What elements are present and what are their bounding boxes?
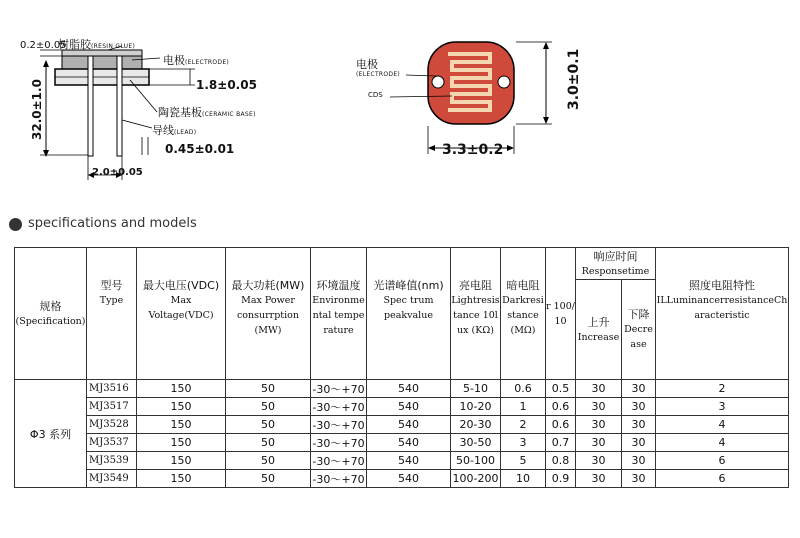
- dim-body-height: 3.0±0.1: [566, 48, 582, 110]
- table-row: [15, 470, 789, 488]
- cell-voltage: 150: [137, 416, 226, 434]
- header-dark-resistance: 暗电阻 Darkresistance(MΩ): [501, 248, 546, 380]
- cell-power: 50: [226, 398, 311, 416]
- cell-rise: 30: [576, 434, 622, 452]
- cell-light: 10-20: [451, 398, 501, 416]
- cell-dark: 3: [501, 434, 546, 452]
- cell-peak: 540: [367, 398, 451, 416]
- dim-total-length: 32.0±1.0: [30, 79, 44, 140]
- cell-peak: 540: [367, 416, 451, 434]
- cell-model: MJ3517: [87, 398, 137, 416]
- header-response: 响应时间 Responsetime: [576, 248, 656, 280]
- cell-light: 50-100: [451, 452, 501, 470]
- cell-dark: 5: [501, 452, 546, 470]
- cell-illum: 6: [656, 470, 789, 488]
- cell-illum: 6: [656, 452, 789, 470]
- cell-voltage: 150: [137, 452, 226, 470]
- cell-fall: 30: [622, 452, 656, 470]
- ceramic-base-label: 陶瓷基板(CERAMIC BASE): [158, 106, 256, 119]
- cell-temp: -30～+70: [311, 452, 367, 470]
- dim-body-width: 3.3±0.2: [442, 142, 504, 158]
- cell-model: MJ3528: [87, 416, 137, 434]
- cell-power: 50: [226, 416, 311, 434]
- table-row: [15, 452, 789, 470]
- cell-dark: 10: [501, 470, 546, 488]
- cell-voltage: 150: [137, 380, 226, 398]
- cell-light: 20-30: [451, 416, 501, 434]
- header-temp: 环境温度 Environmental temperature: [311, 248, 367, 380]
- electrode-label: 电极(ELECTRODE): [163, 54, 230, 67]
- cell-gamma: 0.5: [546, 380, 576, 398]
- header-spec: 规格 (Specification): [15, 248, 87, 380]
- header-voltage: 最大电压(VDC) Max Voltage(VDC): [137, 248, 226, 380]
- header-gamma: r 100/10: [546, 248, 576, 380]
- cell-model: MJ3516: [87, 380, 137, 398]
- table-row: [15, 380, 789, 398]
- header-peak: 光谱峰值(nm) Spec trum peakvalue: [367, 248, 451, 380]
- cell-dark: 0.6: [501, 380, 546, 398]
- cell-temp: -30～+70: [311, 416, 367, 434]
- cell-illum: 2: [656, 380, 789, 398]
- cell-rise: 30: [576, 416, 622, 434]
- cell-power: 50: [226, 452, 311, 470]
- cell-illum: 4: [656, 416, 789, 434]
- cell-peak: 540: [367, 452, 451, 470]
- cell-model: MJ3537: [87, 434, 137, 452]
- dim-lead-diameter: 0.45±0.01: [165, 142, 235, 156]
- header-illuminance: 照度电阻特性 ILLuminancerresistanceCharacteristic: [656, 248, 789, 380]
- cell-dark: 2: [501, 416, 546, 434]
- cell-peak: 540: [367, 434, 451, 452]
- cell-model: MJ3539: [87, 452, 137, 470]
- cell-fall: 30: [622, 470, 656, 488]
- header-decrease: 下降 Decrease: [622, 280, 656, 380]
- header-power: 最大功耗(MW) Max Power consurrption (MW): [226, 248, 311, 380]
- section-bullet-icon: [9, 218, 22, 231]
- top-electrode-label: 电极 (ELECTRODE): [356, 58, 401, 78]
- dim-top-thickness: 0.2±0.05: [20, 40, 67, 51]
- resin-glue-label: 树脂胶(RESIN GLUE): [58, 38, 136, 51]
- table-row: [15, 416, 789, 434]
- cell-rise: 30: [576, 470, 622, 488]
- cell-gamma: 0.6: [546, 416, 576, 434]
- cell-peak: 540: [367, 470, 451, 488]
- header-increase: 上升 Increase: [576, 280, 622, 380]
- section-title: specifications and models: [28, 216, 197, 231]
- cell-fall: 30: [622, 416, 656, 434]
- dim-electrode-thickness: 1.8±0.05: [196, 78, 257, 92]
- table-row: [15, 434, 789, 452]
- lead-label: 导线(LEAD): [152, 124, 197, 137]
- cell-power: 50: [226, 470, 311, 488]
- cell-rise: 30: [576, 398, 622, 416]
- cell-voltage: 150: [137, 434, 226, 452]
- table-row: [15, 398, 789, 416]
- cell-rise: 30: [576, 380, 622, 398]
- cell-fall: 30: [622, 398, 656, 416]
- cds-label: CDS: [368, 91, 383, 99]
- cell-illum: 4: [656, 434, 789, 452]
- header-type: 型号 Type: [87, 248, 137, 380]
- header-light-resistance: 亮电阻 Lightresistance 10lux (KΩ): [451, 248, 501, 380]
- cell-illum: 3: [656, 398, 789, 416]
- cell-light: 100-200: [451, 470, 501, 488]
- cell-temp: -30～+70: [311, 398, 367, 416]
- cell-gamma: 0.7: [546, 434, 576, 452]
- cell-fall: 30: [622, 380, 656, 398]
- cell-peak: 540: [367, 380, 451, 398]
- cell-light: 5-10: [451, 380, 501, 398]
- cell-voltage: 150: [137, 398, 226, 416]
- cell-model: MJ3549: [87, 470, 137, 488]
- cell-gamma: 0.9: [546, 470, 576, 488]
- series-label: Φ3 系列: [15, 380, 87, 488]
- dim-lead-pitch: 2.0±0.05: [92, 167, 143, 178]
- cell-fall: 30: [622, 434, 656, 452]
- cell-light: 30-50: [451, 434, 501, 452]
- cell-gamma: 0.6: [546, 398, 576, 416]
- side-view-diagram: [0, 0, 300, 200]
- cell-voltage: 150: [137, 470, 226, 488]
- cell-temp: -30～+70: [311, 380, 367, 398]
- cell-dark: 1: [501, 398, 546, 416]
- cell-gamma: 0.8: [546, 452, 576, 470]
- cell-temp: -30～+70: [311, 434, 367, 452]
- cell-temp: -30～+70: [311, 470, 367, 488]
- spec-table: [14, 247, 789, 488]
- cell-power: 50: [226, 434, 311, 452]
- cell-rise: 30: [576, 452, 622, 470]
- cell-power: 50: [226, 380, 311, 398]
